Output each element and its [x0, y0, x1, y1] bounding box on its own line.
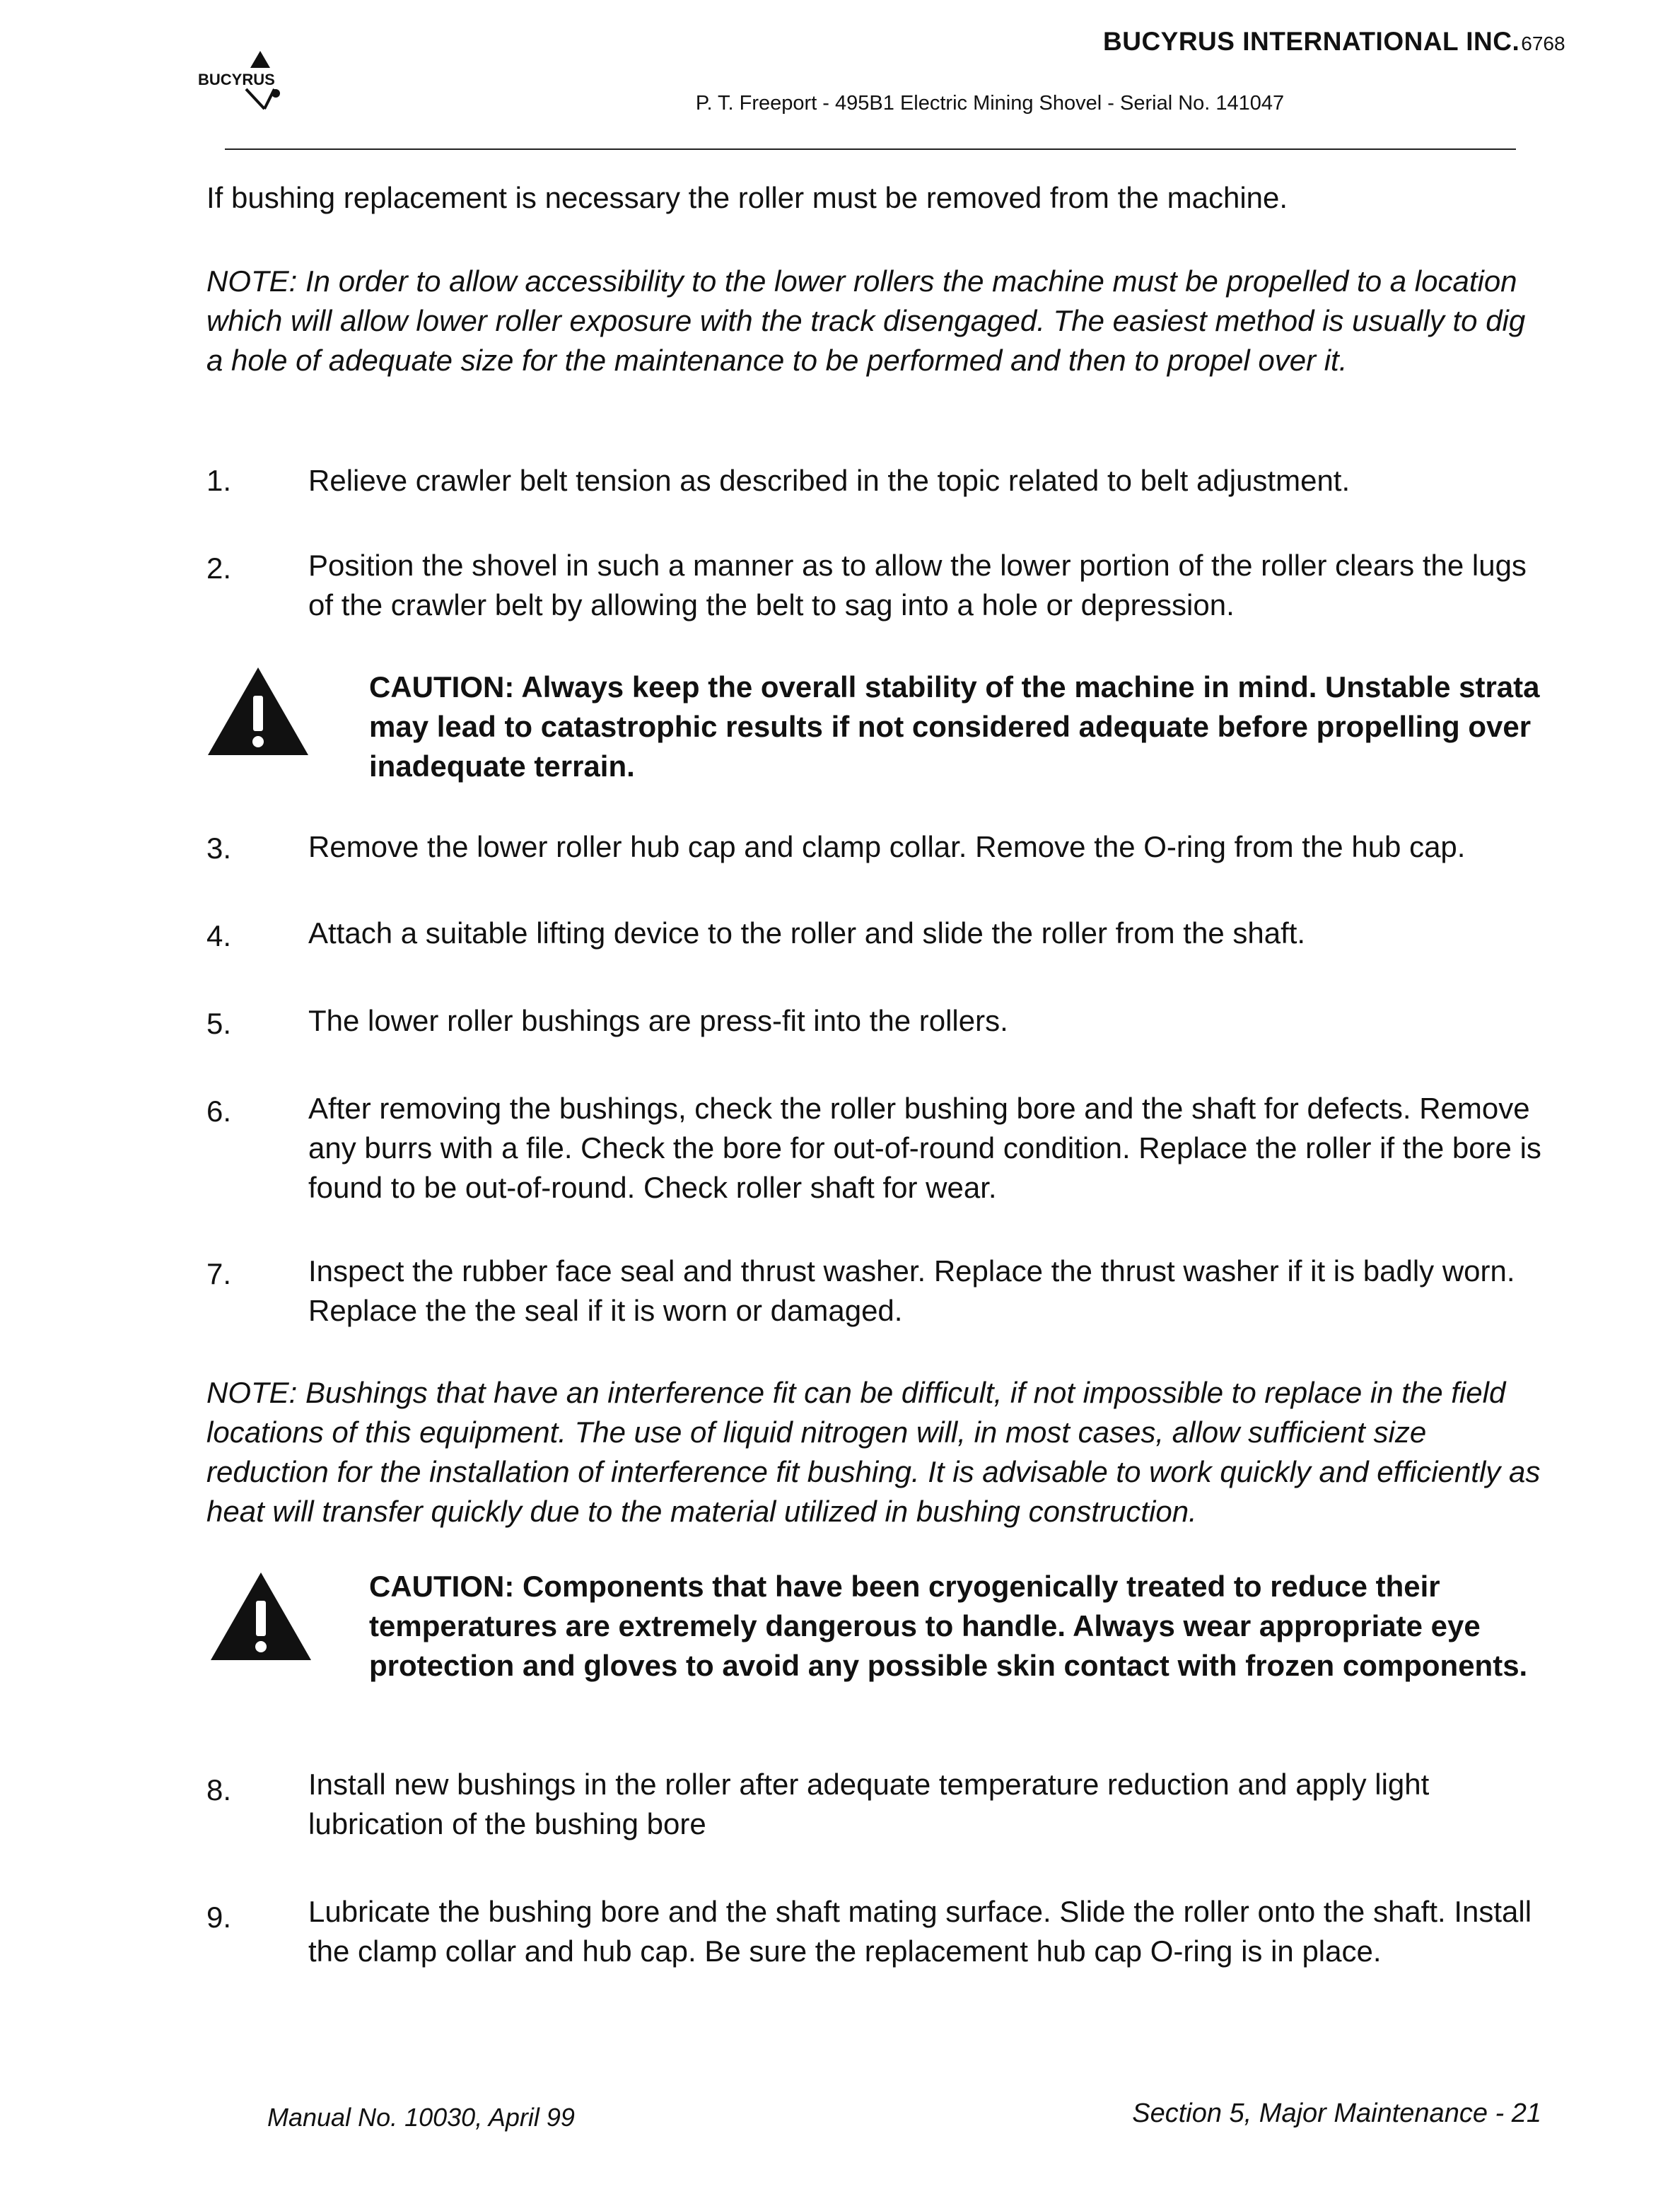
footer-manual-number: Manual No. 10030, April 99: [267, 2103, 575, 2132]
company-name-text: BUCYRUS INTERNATIONAL INC.: [1103, 27, 1520, 56]
step-number-6: 6.: [206, 1094, 232, 1128]
warning-triangle-icon: [205, 665, 311, 758]
step-text-1: Relieve crawler belt tension as described in the topic related to belt adjustment.: [308, 464, 1351, 497]
intro-paragraph: If bushing replacement is necessary the roller must be removed from the machine.: [206, 181, 1288, 214]
step-number-9: 9.: [206, 1901, 232, 1934]
header-rule: [225, 148, 1516, 150]
company-name: [1103, 27, 1598, 57]
step-text-3: Remove the lower roller hub cap and clamp collar. Remove the O-ring from the hub cap.: [308, 830, 1466, 863]
step-text-9: Lubricate the bushing bore and the shaft mating surface. Slide the roller onto the shaft. Install the clamp collar and hub cap. Be sure the replacement hub cap O-ring is in place.: [308, 1895, 1532, 1968]
step-number-1: 1.: [206, 464, 232, 497]
caution-text-2: CAUTION: Components that have been cryogenically treated to reduce their temperatures are extremely dangerous to handle. Always wear appropriate eye protection and gloves to avoid any possible skin contact with frozen components.: [369, 1570, 1528, 1682]
step-number-5: 5.: [206, 1007, 232, 1040]
step-text-4: Attach a suitable lifting device to the roller and slide the roller from the shaft.: [308, 916, 1306, 950]
note-paragraph-1: NOTE: In order to allow accessibility to the lower rollers the machine must be propelled to a location which will allow lower roller exposure with the track disengaged. The easiest method is usually to dig a hole of adequate size for the maintenance to be performed and then to propel over it.: [206, 264, 1526, 377]
step-text-2: Position the shovel in such a manner as to allow the lower portion of the roller clears the lugs of the crawler belt by allowing the belt to sag into a hole or depression.: [308, 549, 1527, 621]
caution-text-1: CAUTION: Always keep the overall stability of the machine in mind. Unstable strata may lead to catastrophic results if not considered adequate before propelling over inadequate terrain.: [369, 670, 1540, 783]
step-number-2: 2.: [206, 551, 232, 585]
warning-triangle-icon: [208, 1570, 314, 1663]
step-text-5: The lower roller bushings are press-fit into the rollers.: [308, 1004, 1008, 1037]
logo-text: BUCYRUS: [198, 71, 275, 88]
step-text-6: After removing the bushings, check the roller bushing bore and the shaft for defects. Remove any burrs with a file. Check the bore for out-of-round condition. Replace the roller if the bore is found to be out-of-round. Check roller shaft for wear.: [308, 1092, 1541, 1204]
bucyrus-logo: [197, 48, 324, 116]
step-number-8: 8.: [206, 1773, 232, 1806]
step-text-8: Install new bushings in the roller after adequate temperature reduction and apply light lubrication of the bushing bore: [308, 1768, 1430, 1840]
note-paragraph-2: NOTE: Bushings that have an interference fit can be difficult, if not impossible to replace in the field locations of this equipment. The use of liquid nitrogen will, in most cases, allow sufficient size reduction for the installation of interference fit bushing. It is advisable to work quickly and efficiently as heat will transfer quickly due to the material utilized in bushing construction.: [206, 1376, 1541, 1528]
footer-section-page: Section 5, Major Maintenance - 21: [1132, 2098, 1541, 2128]
step-number-4: 4.: [206, 919, 232, 952]
document-id: 6768: [1521, 33, 1565, 54]
step-text-7: Inspect the rubber face seal and thrust washer. Replace the thrust washer if it is badly worn. Replace the the seal if it is worn or damaged.: [308, 1254, 1515, 1327]
step-number-3: 3.: [206, 831, 232, 865]
document-subtitle: P. T. Freeport - 495B1 Electric Mining Shovel - Serial No. 141047: [695, 92, 1285, 115]
step-number-7: 7.: [206, 1257, 232, 1290]
